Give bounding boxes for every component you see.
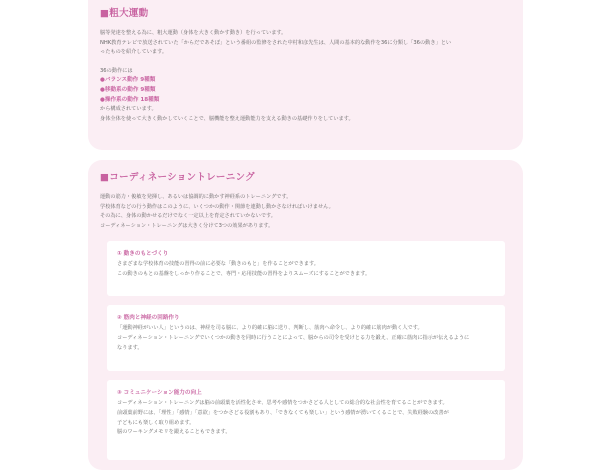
- effect-box-foundation: [107, 241, 505, 296]
- motion-after-2: 身体全体を使って大きく動かしていくことで、脳機能を整え運動能力を支える動きの基礎作りをしています。: [100, 115, 354, 122]
- effect-text: さまざまな学校体育の技能の習得の前に必要な「動きのもと」を作ることができます。: [117, 261, 319, 268]
- motion-after-1: から構成されています。: [100, 106, 157, 113]
- coordination-text-1: 運動の筋力・俊敏を発揮し、あるいは協調的に動かす神経系のトレーニングです。: [100, 194, 292, 200]
- motion-item-operation: ●操作系の動作 18種類: [100, 96, 160, 103]
- gross-motor-section: [88, 0, 523, 150]
- effect-text: 子どもにも楽しく取り組めます。: [117, 419, 195, 426]
- gross-motor-text-3: ったものを紹介しています。: [100, 49, 168, 56]
- effect-text: コーディネーション・トレーニングでいくつかの動きを同時に行うことによって、脳からの司令を受けとる力を鍛え、正確に筋肉に指示が伝えるように: [117, 334, 470, 341]
- coordination-text-4: コーディネーション・トレーニングは大きく分けて3つの効果があります。: [100, 222, 274, 229]
- coordination-training-section: [88, 160, 523, 470]
- effect-title-foundation: ① 動きのもとづくり: [117, 251, 169, 258]
- effect-title-communication: ③ コミュニケーション能力の向上: [117, 390, 202, 397]
- effect-box-neural-circuit: [107, 305, 505, 371]
- effect-text: なります。: [117, 344, 143, 351]
- coordination-heading: ■コーディネーショントレーニング: [100, 172, 255, 183]
- effect-box-communication: [107, 380, 505, 460]
- effect-text: 脳のワーキングメモリを鍛えることもできます。: [117, 429, 231, 436]
- effect-text: コーディネーション・トレーニングは脳の前頭葉を活性化させ、思考や感情をつかさどる人としての総合的な社会性を育てることができます。: [117, 400, 448, 407]
- motion-item-balance: ●バランス動作 9種類: [100, 77, 156, 84]
- coordination-text-2: 学校体育などの行う動作はこのように、いくつかの動作・関節を連動し動かさなければいけません。: [100, 203, 334, 210]
- motion-item-movement: ●移動系の動作 9種類: [100, 86, 156, 93]
- gross-motor-text-2: NHK教育テレビで放送されていた「からだであそぼ」という番組の監修をされた中村和彦先生は、人間の基本的な動作を36に分類し「36の動き」とい: [100, 39, 452, 46]
- effect-text: 前頭葉前野には、「理性」「感情」「意欲」をつかさどる役割もあり、「できなくても楽しい」という感情が湧いてくることで、失敗経験の改善が: [117, 409, 449, 416]
- effect-text: この動きのもとの基盤をしっかり作ることで、専門・応用技能の習得をよりスムーズにすることができます。: [117, 270, 371, 277]
- effect-title-neural-circuit: ② 筋肉と神経の回路作り: [117, 315, 180, 322]
- effect-text: 「運動神経がいい人」というのは、神経を司る脳に、より的確に脳に送り、判断し、筋肉へ命令し、より的確に筋肉が動く人です。: [117, 325, 423, 332]
- coordination-text-3: その為に、身体の動かせるだけでなく一定以上を育定されていかないです。: [100, 213, 276, 220]
- motion-intro: 36の動作には: [100, 67, 133, 74]
- gross-motor-heading: ■粗大運動: [100, 8, 149, 19]
- gross-motor-text-1: 脳等発達を整える為に、粗大運動（身体を大きく動かす動き）を行っています。: [100, 30, 287, 36]
